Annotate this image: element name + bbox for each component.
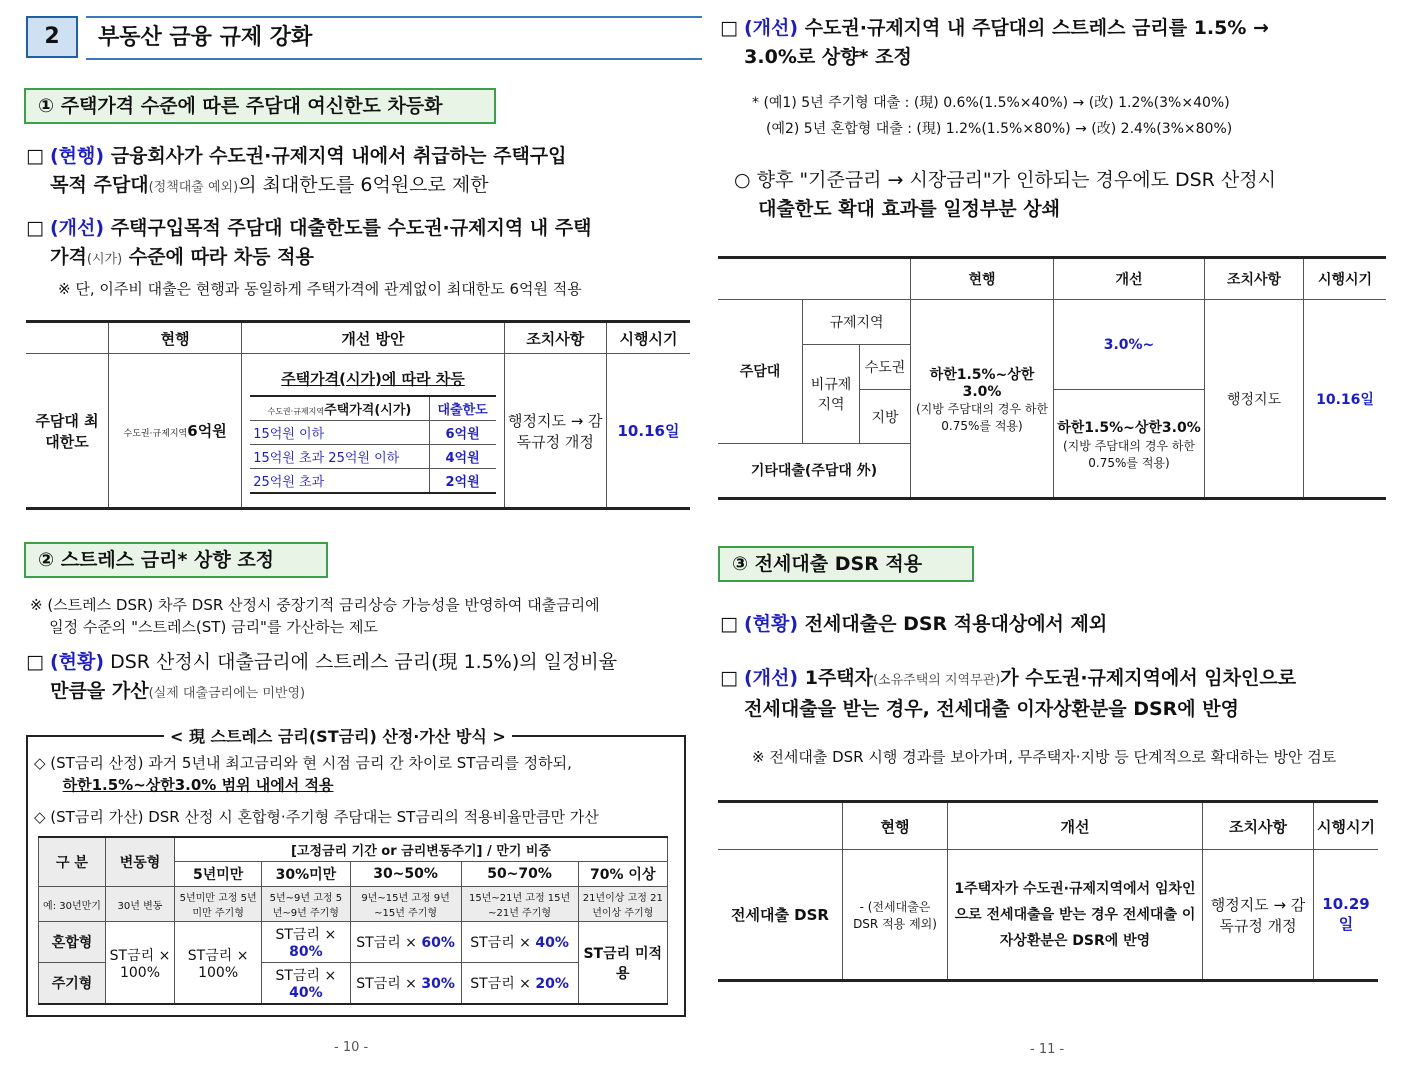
example-2: (예2) 5년 혼합형 대출 : (現) 1.2%(1.5%×80%) → (改) 2.4%(3%×80%) <box>766 121 1233 137</box>
stress-add-rule: ◇ (ST금리 가산) DSR 산정 시 혼합형·주기형 주담대는 ST금리의 적용비율만큼만 가산 <box>34 808 599 826</box>
stress-calc-rule: ◇ (ST금리 산정) 과거 5년내 최고금리와 현 시점 금리 간 차이로 ST금리를 정하되, 하한1.5%~상한3.0% 범위 내에서 적용 <box>34 754 572 794</box>
subsection-2-title: ② 스트레스 금리* 상향 조정 <box>24 542 328 578</box>
note-1: ※ 단, 이주비 대출은 현행과 동일하게 주택가격에 관계없이 최대한도 6억원 적용 <box>58 280 582 298</box>
table-stress-rate: 구 분 변동형 [고정금리 기간 or 금리변동주기] / 만기 비중 5년미만 30%미만 30~50% 50~70% 70% 이상 예: 30년만기 30년 변동 5년미만 고정 5년미만 주기형 5년~9년 고정 5년~9년 주기형 9년~15년 고정 9년~15년 주기형 15년~21년 고정 15년~21년 주기형 21년이상 고정 21년이상 주기형 혼합형 ST금리 × 100% ST금리 × 100% ST금리 × 80% ST금리 × 60% ST금리 × 40% ST금리 미적용 주기형 ST금리 × 40% ST금리 × 30% ST금리 × 20% <box>38 836 668 1005</box>
paragraph-status-3: □ (현황) 전세대출은 DSR 적용대상에서 제외 <box>720 613 1108 635</box>
table-stress-scope: 현행 개선 조치사항 시행시기 주담대 규제지역 하한1.5%~상한3.0% (지방 주담대의 경우 하한 0.75%를 적용) 3.0%~ 행정지도 10.16일 비규제 지역 수도권 지방 하한1.5%~상한3.0% (지방 주담대의 경우 하한 0.75%를 적용) 기타대출(주담대 外) <box>718 256 1386 500</box>
page-number-right: - 11 - <box>1030 1042 1065 1057</box>
table-jeonse-dsr: 현행 개선 조치사항 시행시기 전세대출 DSR - (전세대출은 DSR 적용 제외) 1주택자가 수도권·규제지역에서 임차인으로 전세대출을 받는 경우 전세대출 이자상환분은 DSR에 반영 행정지도 → 감독규정 개정 10.29일 <box>718 800 1378 982</box>
example-1: * (예1) 5년 주기형 대출 : (現) 0.6%(1.5%×40%) → (改) 1.2%(3%×40%) <box>752 95 1230 111</box>
stress-box-title: < 現 스트레스 금리(ST금리) 산정·가산 방식 > <box>164 724 512 747</box>
section-title: 부동산 금융 규제 강화 <box>86 16 702 60</box>
paragraph-improve-1: □ (개선) 주택구입목적 주담대 대출한도를 수도권·규제지역 내 주택 가격(시가) 수준에 따라 차등 적용 <box>26 217 592 268</box>
paragraph-improve-stress: □ (개선) 수도권·규제지역 내 주담대의 스트레스 금리를 1.5% → 3.0%로 상향* 조정 <box>720 17 1269 68</box>
paragraph-improve-3: □ (개선) 1주택자(소유주택의 지역무관)가 수도권·규제지역에서 임차인으로 전세대출을 받는 경우, 전세대출 이자상환분을 DSR에 반영 <box>720 667 1297 720</box>
table-loan-limit: 현행 개선 방안 조치사항 시행시기 주담대 최대한도 수도권·규제지역6억원 주택가격(시가)에 따라 차등 수도권·규제지역주택가격(시가) 대출한도 15억원 이하 6억원 15억원 초과 25억원 이하 4억원 25억원 초과 2억원 행정지도 → 감독규정 개정 10.16일 <box>26 320 690 510</box>
paragraph-status-2: □ (현황) DSR 산정시 대출금리에 스트레스 금리(現 1.5%)의 일정비율 만큼을 가산(실제 대출금리에는 미반영) <box>26 651 618 702</box>
paragraph-outlook: ○ 향후 "기준금리 → 시장금리"가 인하되는 경우에도 DSR 산정시 대출한도 확대 효과를 일정부분 상쇄 <box>734 169 1276 220</box>
page-number-left: - 10 - <box>334 1040 369 1055</box>
label-current: (현행) <box>50 145 105 167</box>
note-3: ※ 전세대출 DSR 시행 경과를 보아가며, 무주택자·지방 등 단계적으로 확대하는 방안 검토 <box>752 748 1337 766</box>
note-2: ※ (스트레스 DSR) 차주 DSR 산정시 중장기적 금리상승 가능성을 반영하여 대출금리에 일정 수준의 "스트레스(ST) 금리"를 가산하는 제도 <box>30 596 600 636</box>
paragraph-current-1: □ (현행) 금융회사가 수도권·규제지역 내에서 취급하는 주택구입 목적 주담대(정책대출 예외)의 최대한도를 6억원으로 제한 <box>26 145 567 196</box>
subsection-1-title: ① 주택가격 수준에 따른 주담대 여신한도 차등화 <box>24 88 496 124</box>
section-number: 2 <box>26 16 78 58</box>
subsection-3-title: ③ 전세대출 DSR 적용 <box>718 546 974 582</box>
